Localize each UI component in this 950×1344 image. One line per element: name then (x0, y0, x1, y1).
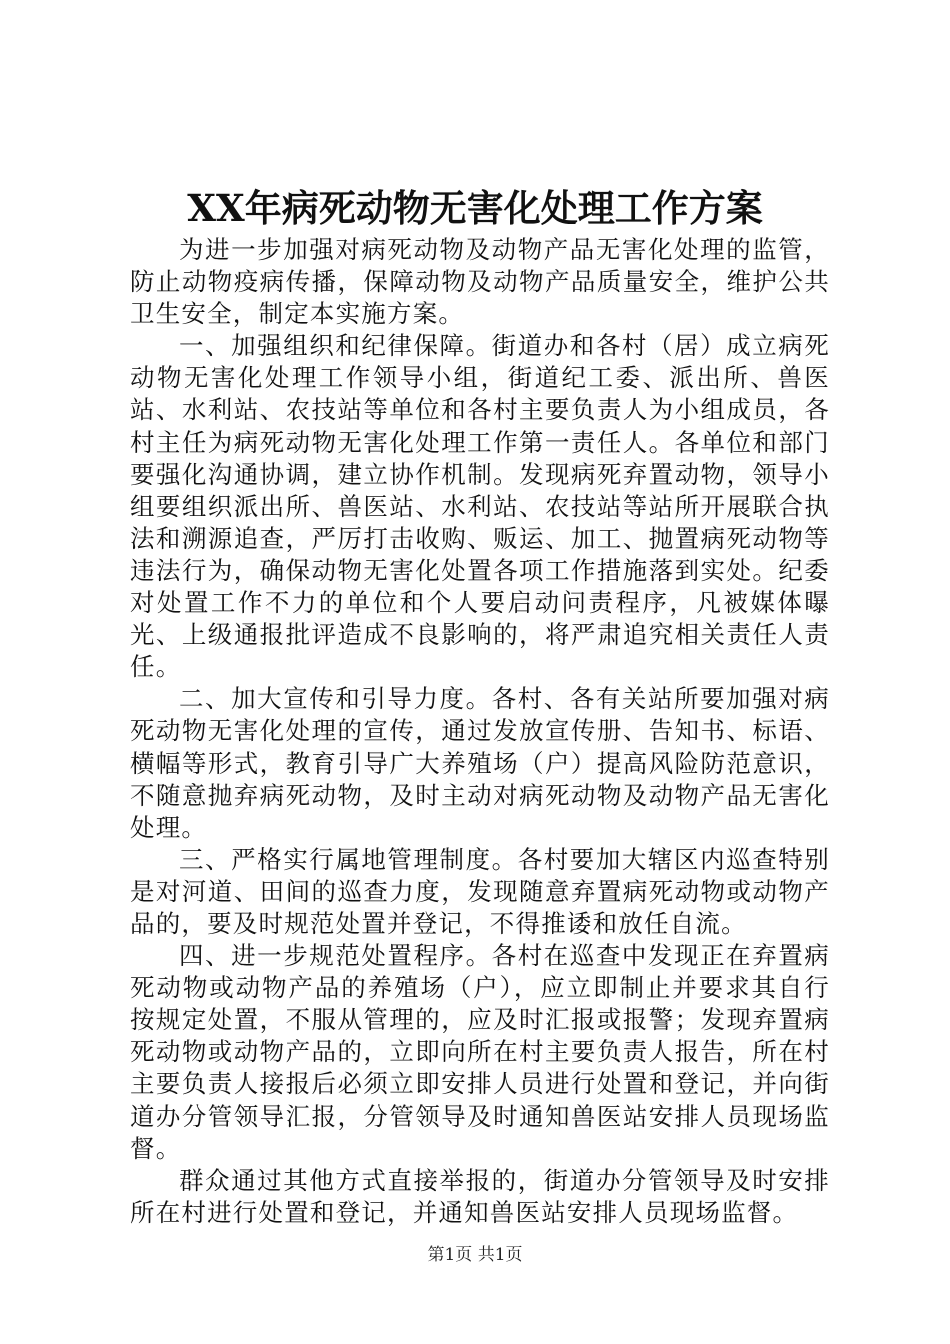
paragraph-intro: 为进一步加强对病死动物及动物产品无害化处理的监管，防止动物疫病传播，保障动物及动物产品质量安全，维护公共卫生安全，制定本实施方案。 (130, 235, 830, 329)
paragraph-section-2: 二、加大宣传和引导力度。各村、各有关站所要加强对病死动物无害化处理的宣传，通过发放宣传册、告知书、标语、横幅等形式，教育引导广大养殖场（户）提高风险防范意识，不随意抛弃病死动物，及时主动对病死动物及动物产品无害化处理。 (130, 684, 830, 842)
document-title: XX年病死动物无害化处理工作方案 (187, 186, 763, 230)
paragraph-section-4: 四、进一步规范处置程序。各村在巡查中发现正在弃置病死动物或动物产品的养殖场（户），应立即制止并要求其自行按规定处置，不服从管理的，应及时汇报或报警；发现弃置病死动物或动物产品的，立即向所在村主要负责人报告，所在村主要负责人接报后必须立即安排人员进行处置和登记，并向街道办分管领导汇报，分管领导及时通知兽医站安排人员现场监督。 (130, 941, 830, 1163)
paragraph-closing: 群众通过其他方式直接举报的，街道办分管领导及时安排所在村进行处置和登记，并通知兽医站安排人员现场监督。 (130, 1165, 830, 1227)
paragraph-section-1: 一、加强组织和纪律保障。街道办和各村（居）成立病死动物无害化处理工作领导小组，街道纪工委、派出所、兽医站、水利站、农技站等单位和各村主要负责人为小组成员，各村主任为病死动物无害化处理工作第一责任人。各单位和部门要强化沟通协调，建立协作机制。发现病死弃置动物，领导小组要组织派出所、兽医站、水利站、农技站等站所开展联合执法和溯源追查，严厉打击收购、贩运、加工、抛置病死动物等违法行为，确保动物无害化处置各项工作措施落到实处。纪委对处置工作不力的单位和个人要启动问责程序，凡被媒体曝光、上级通报批评造成不良影响的，将严肃追究相关责任人责任。 (130, 331, 830, 682)
page-number-footer: 第1页 共1页 (427, 1245, 523, 1265)
paragraph-section-3: 三、严格实行属地管理制度。各村要加大辖区内巡查特别是对河道、田间的巡查力度，发现随意弃置病死动物或动物产品的，要及时规范处置并登记，不得推诿和放任自流。 (130, 844, 830, 938)
document-body (130, 234, 830, 1229)
